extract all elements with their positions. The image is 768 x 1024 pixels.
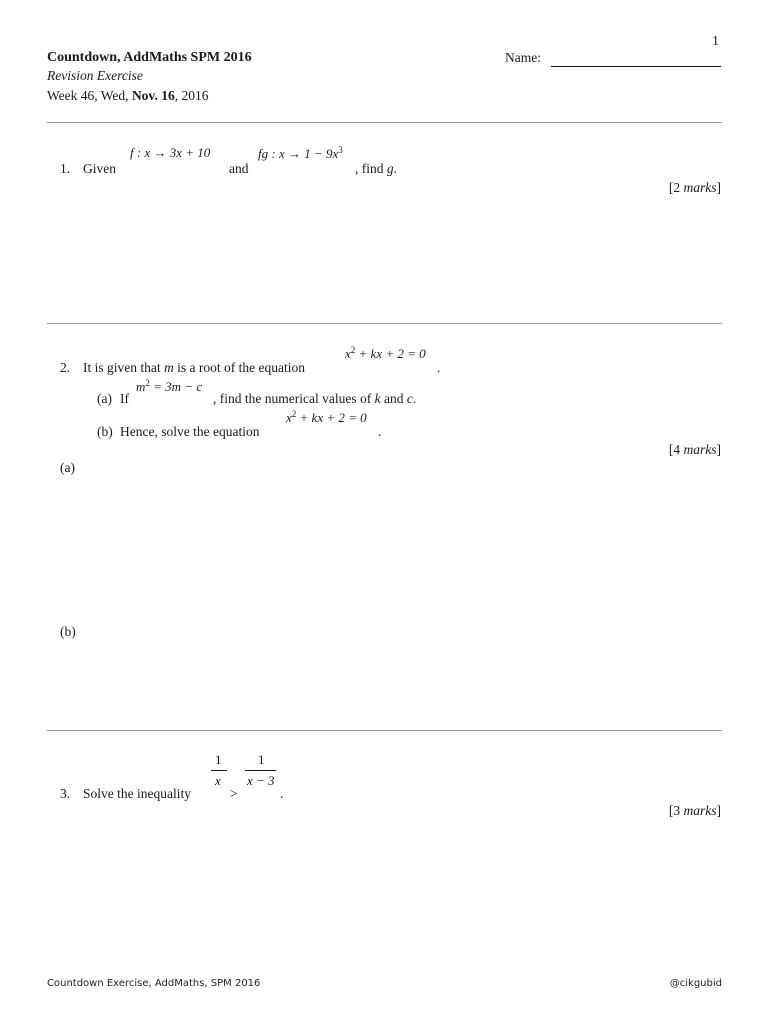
quadratic-equation: $x^2$ + kx + 2 = 0 — [345, 345, 426, 361]
marks-label: [4 marks] — [668, 442, 721, 457]
marks-label: [2 marks] — [668, 180, 721, 195]
question-text: Solve the inequality — [83, 786, 191, 801]
marks-label: [3 marks] — [668, 803, 721, 818]
document-title: Countdown, AddMaths SPM 2016 — [47, 50, 252, 65]
question-number: 2. — [60, 360, 71, 375]
function-fg-definition: fg : $x \to 1 - 9x^3$ — [258, 145, 343, 161]
divider — [47, 323, 722, 324]
fraction-bar — [245, 770, 276, 771]
punctuation: . — [378, 424, 382, 439]
fraction-numerator: 1 — [258, 752, 265, 767]
question-text: , find g. — [355, 161, 397, 176]
footer-right: @cikgubid — [669, 978, 722, 989]
fraction-denominator: x — [215, 773, 221, 788]
question-text: Hence, solve the equation — [120, 424, 260, 439]
quadratic-equation: $x^2$ + kx + 2 = 0 — [286, 409, 367, 425]
answer-area-label: (b) — [60, 624, 76, 639]
punctuation: . — [437, 360, 441, 375]
divider — [47, 122, 722, 123]
question-text: It is given that m is a root of the equation — [83, 360, 305, 375]
question-number: 1. — [60, 161, 71, 176]
function-f-definition: f : x → 3x + 10 — [130, 145, 211, 160]
answer-area-label: (a) — [60, 460, 75, 475]
fraction-numerator: 1 — [215, 752, 222, 767]
question-number: 3. — [60, 786, 71, 801]
name-label: Name: — [505, 50, 541, 65]
part-label: (b) — [97, 424, 113, 439]
question-text: Given — [83, 161, 116, 176]
condition-equation: $m^2 = 3m - c$ — [136, 378, 203, 394]
document-subtitle: Revision Exercise — [47, 68, 143, 83]
question-text: , find the numerical values of k and c. — [213, 391, 417, 406]
page-number: 1 — [712, 34, 719, 49]
question-text: If — [120, 391, 129, 406]
fraction-denominator: x − 3 — [247, 773, 275, 788]
document-date: Week 46, Wed, Nov. 16, 2016 — [47, 88, 209, 103]
question-text: and — [229, 161, 249, 176]
punctuation: . — [280, 786, 284, 801]
part-label: (a) — [97, 391, 112, 406]
divider — [47, 730, 722, 731]
inequality-operator: > — [230, 786, 238, 801]
fraction-bar — [211, 770, 227, 771]
footer-left: Countdown Exercise, AddMaths, SPM 2016 — [47, 978, 261, 989]
name-field-line[interactable] — [551, 66, 721, 67]
